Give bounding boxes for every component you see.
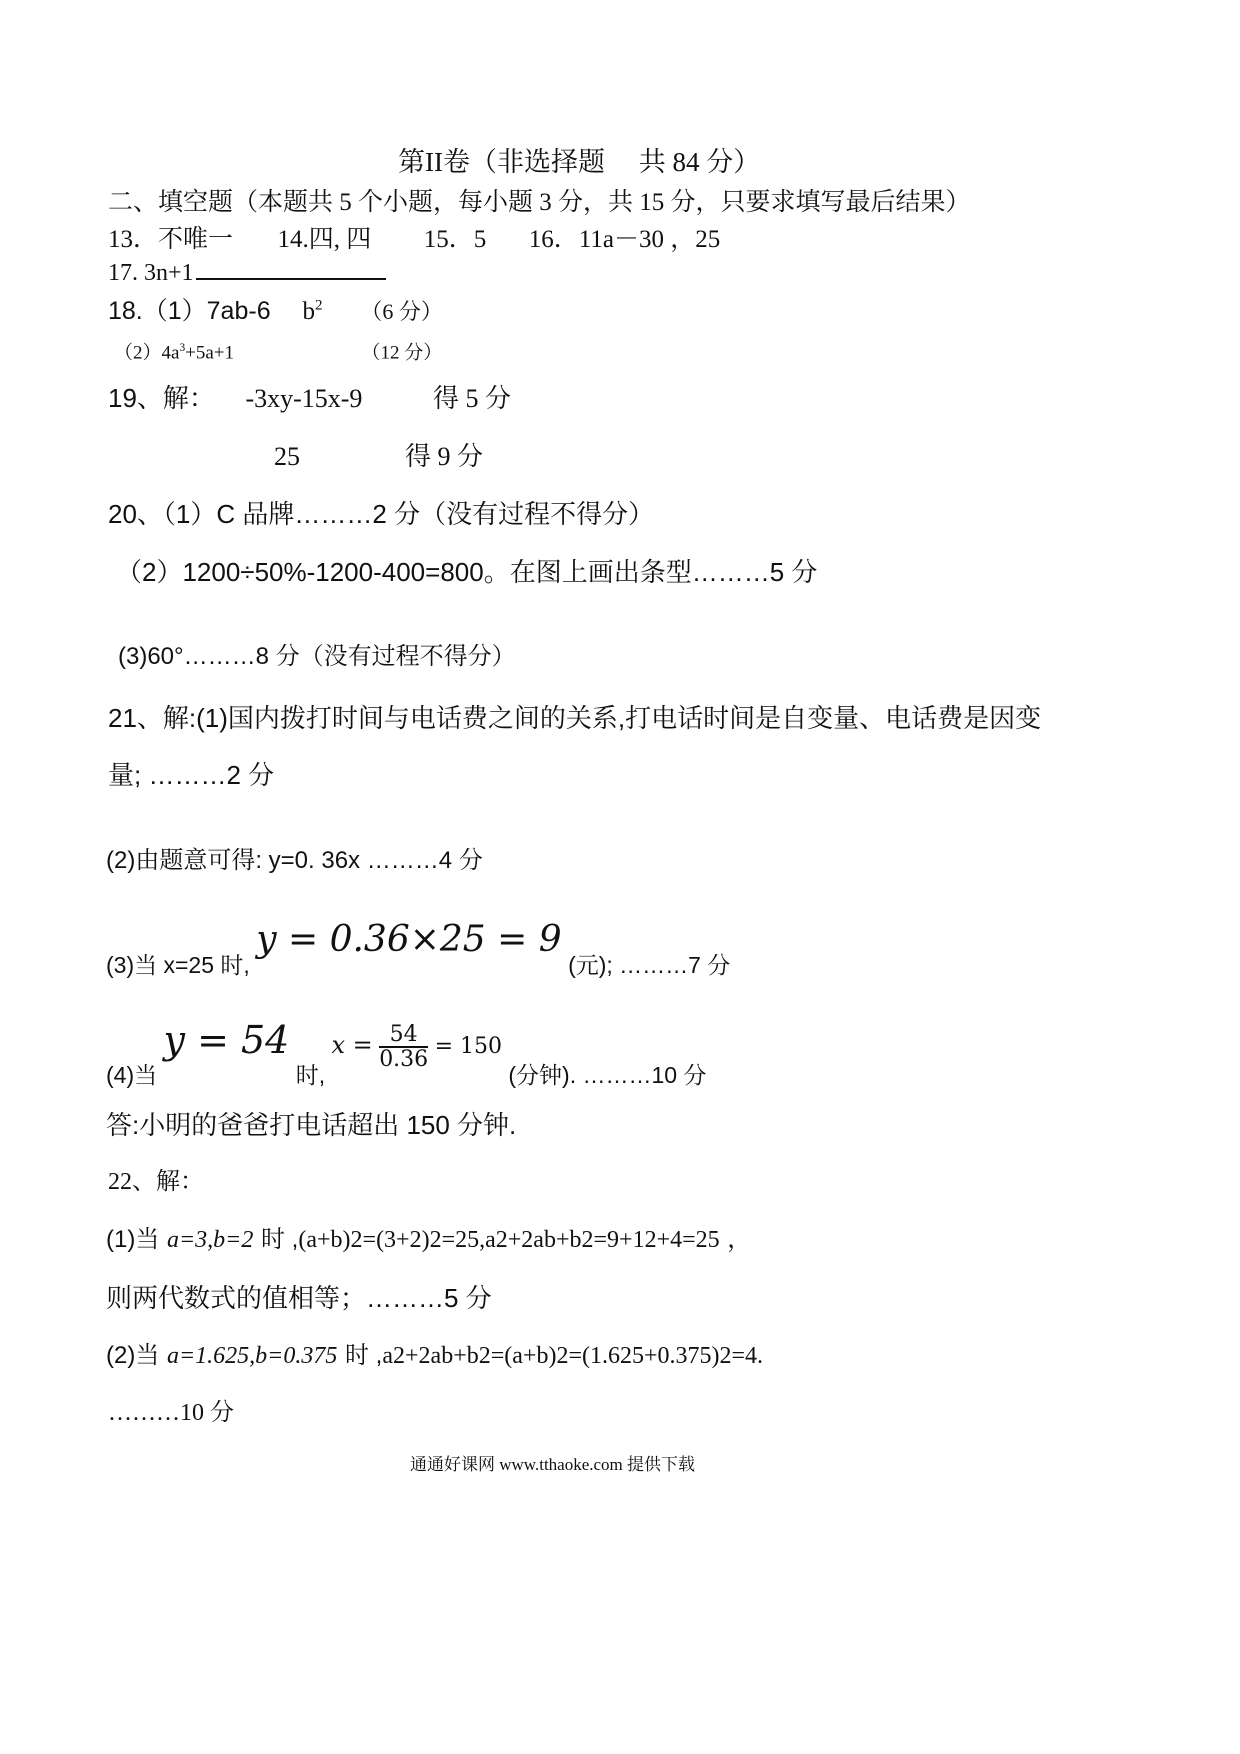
answer-21-line1: 21、解:(1)国内拨打时间与电话费之间的关系,打电话时间是自变量、电话费是因变: [108, 703, 1042, 733]
answer-18-2-expr: （2）4a: [114, 342, 180, 364]
answer-18-2-rest: +5a+1: [185, 342, 235, 364]
answer-20-line2: （2）1200÷50%-1200-400=800。在图上画出条型………5 分: [116, 557, 818, 587]
answer-18-2-score: （12 分）: [361, 342, 443, 364]
answer-17-text: 17. 3n+1: [108, 260, 194, 286]
answer-18-1-b: b: [302, 298, 316, 325]
answer-16: 16．11a－30 ，25: [528, 226, 721, 253]
answer-22-line3: [106, 1341, 763, 1371]
answer-21-5-fraction: [379, 1023, 428, 1071]
answer-22-3-expr: a2+2ab+b2=(a+b)2=(1.625+0.375)2=4.: [382, 1343, 764, 1369]
answer-22-line2: 则两代数式的值相等；………5 分: [106, 1283, 492, 1313]
answer-22-1-end: ，: [727, 1227, 752, 1253]
answer-22-3-prefix: (2)当: [106, 1342, 160, 1369]
answer-21-line5: [106, 1018, 706, 1098]
answer-14: 14.四, 四: [277, 226, 372, 253]
answer-21-line3: (2)由题意可得: y=0. 36x ………4 分: [106, 847, 483, 874]
answer-22-1-prefix: (1)当: [106, 1226, 160, 1253]
answer-22-1-vars: a=3,b=2: [166, 1227, 254, 1253]
answer-21-5-y: y = 54: [163, 1018, 290, 1062]
answer-18-1-exp: 2: [315, 297, 323, 314]
answer-22-line4: ………10 分: [108, 1400, 234, 1426]
answer-15: 15．5: [423, 226, 487, 253]
answer-20-line1: 20、（1）C 品牌………2 分（没有过程不得分）: [108, 499, 655, 529]
answer-21-conclusion: 答:小明的爸爸打电话超出 150 分钟.: [106, 1110, 517, 1140]
answer-21-4-formula: y = 0.36×25 = 9: [256, 919, 562, 960]
answer-21-4-suffix: (元); ………7 分: [568, 952, 731, 978]
answer-22-1-mid: 时 ,: [261, 1226, 299, 1253]
answer-17: [108, 256, 386, 288]
answer-18-part2: [114, 342, 442, 365]
answer-18-1-score: （6 分）: [360, 299, 443, 324]
answer-19-value: 25: [274, 442, 300, 471]
answer-18-part1: [108, 296, 443, 327]
answer-18-1-expr: 18.（1）7ab-6: [108, 297, 271, 325]
answer-20-line3: (3)60°………8 分（没有过程不得分）: [118, 643, 516, 670]
page-footer: 通通好课网 www.tthaoke.com 提供下载: [410, 1455, 696, 1474]
answer-21-5-mid: 时,: [295, 1062, 326, 1088]
answer-21-5-prefix: (4)当: [106, 1062, 158, 1088]
answer-21-line2: 量; ………2 分: [108, 760, 275, 790]
answer-19-score2: 得 9 分: [405, 442, 484, 471]
answer-21-5-x: x =: [331, 1031, 373, 1059]
answer-19-expr: -3xy-15x-9: [245, 384, 363, 413]
answer-21-5-suffix: (分钟). ………10 分: [508, 1062, 707, 1088]
answers-13-16: [108, 225, 720, 255]
fraction-denominator: 0.36: [379, 1046, 429, 1072]
answer-21-4-prefix: (3)当 x=25 时,: [106, 952, 250, 978]
answer-blank-line: [196, 256, 386, 280]
answer-22-3-mid: 时 ,: [345, 1342, 383, 1369]
fraction-numerator: 54: [379, 1023, 428, 1048]
answer-18-2-exp: 3: [179, 342, 186, 354]
section-title: 第II卷（非选择题 共 84 分）: [398, 147, 761, 177]
answer-19-score1: 得 5 分: [432, 384, 511, 413]
fill-blank-header: 二、填空题（本题共 5 个小题，每小题 3 分，共 15 分，只要求填写最后结果）: [108, 189, 971, 216]
answer-21-line4: [106, 918, 730, 978]
answer-19-line1: [108, 383, 511, 415]
answer-13: 13．不唯一: [108, 226, 234, 253]
answer-22-label: 22、解：: [108, 1169, 204, 1195]
answer-19-label: 19、解：: [108, 383, 215, 413]
answer-22-1-expr: (a+b)2=(3+2)2=25,a2+2ab+b2=9+12+4=25: [298, 1227, 720, 1253]
answer-22-3-vars: a=1.625,b=0.375: [166, 1343, 338, 1369]
answer-19-line2: [274, 441, 483, 472]
answer-22-line1: [106, 1225, 751, 1255]
answer-21-5-result: = 150: [434, 1034, 502, 1059]
